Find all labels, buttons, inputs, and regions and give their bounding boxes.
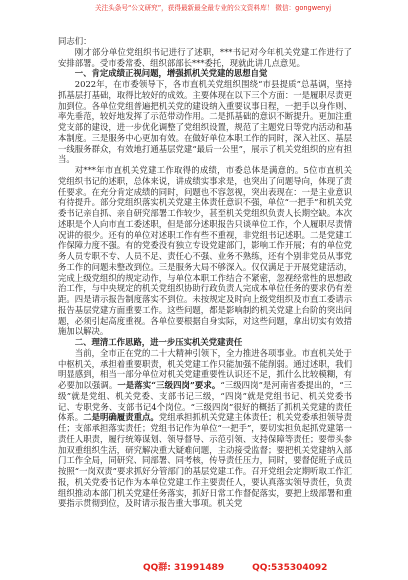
paragraph-text: 党组承担抓机关党建主体责任；机关党委承担领导责任；支部承担落实责任；党组书记作为单位“一把手”，要切实担负起抓党建第一责任人职责，履行统筹谋划、领导督导、示范引领、支持保障等责任；要带头参加双重组织生活，研究解决重大疑难问题，主动接受监督；要把机关党建纳入部门工作全局，同研究、同部署、同考核，传导责任压力，同时，要督促班子成员按照“一岗双责”要求抓好分管部门的基层党建工作。召开党组会定期听取工作汇报，机关党委书记作为本单位党建工作主要责任人，要认真落实领导责任，负责组织推动本部门机关党建任务落实，抓好日常工作督促落实，要把上级部署和重要指示贯彻到位，及时请示报告重大事项。机关党 [58, 412, 352, 509]
intro-paragraph: 刚才部分单位党组织书记进行了述职，***书记对今年机关党建工作进行了安排部署。受市委常委、组织部部长***委托，现就此讲几点意见。 [58, 46, 352, 68]
bold-lead-point-1: 一是落实“三级四岗”要求。 [117, 380, 221, 390]
section-1-paragraph-1: 2022年，在市委领导下，各市直机关党组织围绕“市县提质”总基调，坚持抓基层打基础，取得比较好的成效。主要体现在以下三个方面：一是履职尽责更加到位。各单位党组普遍把机关党的建设纳入重要议事日程，一把手以身作则、率先垂范，较好地发挥了示范带动作用。二是抓基础的意识不断提升。更加注重党支部的建设，进一步优化调整了党组织设置，规范了主题党日等党内活动和基本制度。三是服务中心更加有效。在做好单位本职工作的同时，深入社区、基层一线服务群众，有效地打通基层党建“最后一公里”，展示了机关党组织的应有担当。 [58, 79, 352, 165]
qq-group-text: QQ群: 31991489 [143, 563, 225, 573]
qq-text: QQ:535304092 [252, 563, 328, 573]
bold-lead-point-2: 二是明确履责重点。 [83, 412, 159, 423]
document-body [58, 36, 352, 558]
section-2-paragraph-1 [58, 348, 352, 509]
footer-contact [143, 562, 327, 574]
section-2-heading: 二、理清工作思路，进一步压实机关党建责任 [74, 337, 243, 347]
paragraph-text: “三级四岗”是河南省委提出的，“三级”就是党组、机关党委、支部书记三级，“四岗”就是党组书记、机关党委书记、专职党务、支部书记4个岗位。“三级四岗”很好的概括了抓机关党建的责任体系。 [58, 380, 352, 423]
section-1-paragraph-2: 对***年市直机关党建工作取得的成绩，市委总体是满意的。5位市直机关党组织书记的述职，总体来说，讲成绩实事求是，也突出了问题导向，体现了责任要求。在充分肯定成绩的同时，问题也不容忽视，突出表现在：一是主业意识有待提升。部分党组织落实机关党建主体责任意识不强，单位“一把手”和机关党委书记亲自抓、亲自研究部署工作较少，甚至机关党组织负责人长期空缺。本次述职是个人向市直工委述职，但是部分述职报告只谈单位工作，个人履职尽责情况讲的很少。还有的单位对述职工作有些不重视，非党组书记述职。二是党建工作保障力度不强。有的党委没有独立专设党建部门，影响工作开展；有的单位党务人员专职不专、人员不足、责任心不强、业务不熟练，还有个别非党员从事党务工作的问题未整改到位。三是服务大局不够深入。仅仅满足于开展党建活动，完成上级党组织的规定动作，与单位本职工作结合不紧密，忽视经常性的思想政治工作，与中央规定的机关党组织协助行政负责人完成本单位任务的要求仍有差距。四是请示报告制度落实不到位。未按规定及时向上级党组织及市直工委请示报告基层党建方面重要工作。这些问题，都是影响制约机关党建上台阶的突出问题，必须引起高度重视。各单位要根据自身实际，对这些问题，拿出切实有效措施加以解决。 [58, 165, 352, 337]
section-1-heading: 一、肯定成绩正视问题，增强抓机关党建的思想自觉 [74, 68, 268, 79]
salutation: 同志们： [58, 36, 92, 46]
paragraph-text: 当前，全市正在党的二十大精神引领下，全力推进各项事业。市直机关处于中枢机关，承担着重要职责，机关党建工作只能加强不能削弱。通过述职，我们明显感到，相当一部分单位对机关党建重要性认识还不足，抓什么比较模糊，有必要加以强调。 [58, 347, 352, 390]
header-banner: 关注头条号“公文研究”，获得最新最全最专业的公文资料库！ 微信：gongwenyj [95, 4, 332, 12]
